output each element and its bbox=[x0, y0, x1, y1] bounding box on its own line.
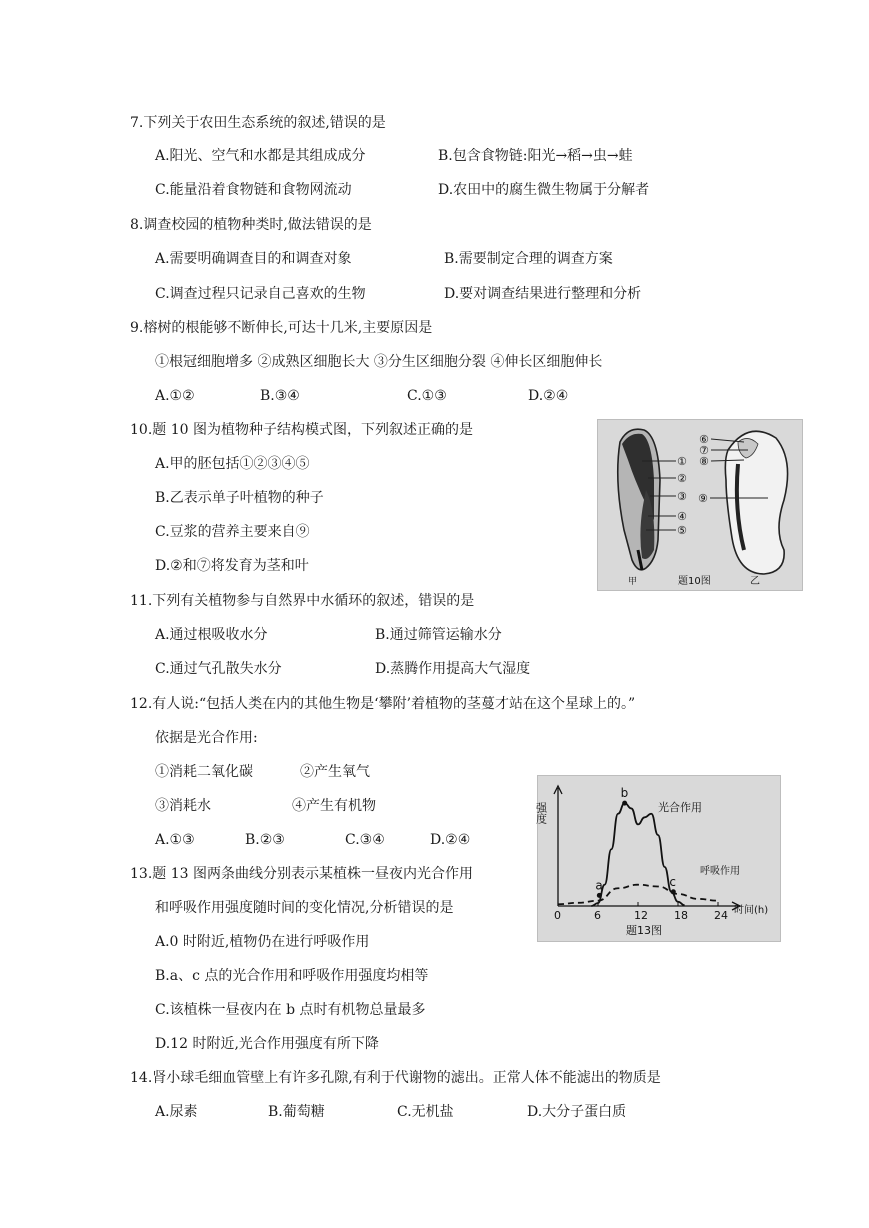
q12-item-2: ②产生氧气 bbox=[300, 764, 370, 780]
chart-point-label-b: b bbox=[620, 786, 629, 801]
chart-ylabel: 强度 bbox=[534, 802, 548, 824]
chart-caption: 题13图 bbox=[626, 924, 662, 937]
q14-stem: 14.肾小球毛细血管壁上有许多孔隙,有利于代谢物的滤出。正常人体不能滤出的物质是 bbox=[130, 1070, 661, 1086]
marker-5: ⑤ bbox=[677, 524, 687, 537]
x-tick-label-6: 6 bbox=[594, 909, 601, 922]
chart-xlabel: 时间(h) bbox=[734, 905, 769, 916]
x-tick-label-18: 18 bbox=[674, 909, 688, 922]
q10-option-a: A.甲的胚包括①②③④⑤ bbox=[155, 456, 310, 472]
q11-stem: 11.下列有关植物参与自然界中水循环的叙述，错误的是 bbox=[130, 593, 475, 609]
q9-option-c: C.①③ bbox=[407, 388, 447, 404]
marker-6: ⑥ bbox=[699, 433, 709, 446]
chart-point-label-a: a bbox=[595, 878, 603, 893]
q9-option-b: B.③④ bbox=[260, 388, 300, 404]
q9-items: ①根冠细胞增多 ②成熟区细胞长大 ③分生区细胞分裂 ④伸长区细胞伸长 bbox=[155, 354, 603, 370]
q8-stem: 8.调查校园的植物种类时,做法错误的是 bbox=[130, 217, 372, 233]
marker-2: ② bbox=[677, 472, 687, 485]
series-line-photosynthesis bbox=[591, 803, 684, 906]
chart-point-a bbox=[597, 893, 602, 898]
q14-option-c: C.无机盐 bbox=[397, 1104, 454, 1120]
q11-option-c: C.通过气孔散失水分 bbox=[155, 661, 282, 677]
q12-item-3: ③消耗水 bbox=[155, 798, 211, 814]
q12-option-c: C.③④ bbox=[345, 832, 385, 848]
q12-basis: 依据是光合作用: bbox=[155, 730, 258, 746]
marker-1: ① bbox=[677, 455, 687, 468]
chart-point-c bbox=[671, 889, 676, 894]
chart-point-label-c: c bbox=[669, 874, 676, 889]
label-yi: 乙 bbox=[750, 576, 760, 587]
q7-option-c: C.能量沿着食物链和食物网流动 bbox=[155, 182, 352, 198]
q12-option-a: A.①③ bbox=[155, 832, 195, 848]
q9-option-a: A.①② bbox=[155, 388, 195, 404]
q11-option-d: D.蒸腾作用提高大气湿度 bbox=[375, 661, 531, 677]
q14-option-b: B.葡萄糖 bbox=[268, 1104, 325, 1120]
q13-option-a: A.0 时附近,植物仍在进行呼吸作用 bbox=[155, 934, 370, 950]
x-tick-label-24: 24 bbox=[714, 909, 728, 922]
q13-stem-1: 13.题 13 图两条曲线分别表示某植株一昼夜内光合作用 bbox=[130, 866, 473, 882]
q13-option-b: B.a、c 点的光合作用和呼吸作用强度均相等 bbox=[155, 968, 429, 984]
marker-9: ⑨ bbox=[698, 492, 708, 505]
label-jia: 甲 bbox=[628, 577, 638, 587]
q7-option-b: B.包含食物链:阳光→稻→虫→蛙 bbox=[438, 148, 633, 164]
q8-option-c: C.调查过程只记录自己喜欢的生物 bbox=[155, 286, 366, 302]
q12-option-d: D.②④ bbox=[430, 832, 471, 848]
q9-stem: 9.榕树的根能够不断伸长,可达十几米,主要原因是 bbox=[130, 320, 433, 336]
q11-option-b: B.通过筛管运输水分 bbox=[375, 627, 502, 643]
q9-option-d: D.②④ bbox=[528, 388, 569, 404]
marker-4: ④ bbox=[677, 510, 687, 523]
q14-option-d: D.大分子蛋白质 bbox=[527, 1104, 627, 1120]
marker-7: ⑦ bbox=[699, 444, 709, 457]
q10-option-b: B.乙表示单子叶植物的种子 bbox=[155, 490, 324, 506]
marker-3: ③ bbox=[677, 490, 687, 503]
photosynthesis-respiration-chart bbox=[534, 775, 781, 942]
q12-stem: 12.有人说:“包括人类在内的其他生物是‘攀附’着植物的茎蔓才站在这个星球上的。” bbox=[130, 696, 636, 712]
q12-item-4: ④产生有机物 bbox=[292, 798, 376, 814]
q14-option-a: A.尿素 bbox=[155, 1104, 198, 1120]
q13-stem-2: 和呼吸作用强度随时间的变化情况,分析错误的是 bbox=[155, 900, 454, 916]
series-label-photosynthesis: 光合作用 bbox=[658, 801, 702, 814]
marker-8: ⑧ bbox=[699, 455, 709, 468]
series-label-respiration: 呼吸作用 bbox=[700, 866, 740, 877]
chart-point-b bbox=[622, 801, 627, 806]
q7-stem: 7.下列关于农田生态系统的叙述,错误的是 bbox=[130, 115, 386, 131]
q12-option-b: B.②③ bbox=[245, 832, 285, 848]
q10-option-c: C.豆浆的营养主要来自⑨ bbox=[155, 524, 310, 540]
q10-option-d: D.②和⑦将发育为茎和叶 bbox=[155, 558, 309, 574]
q8-option-b: B.需要制定合理的调查方案 bbox=[444, 251, 613, 267]
x-tick-label-12: 12 bbox=[634, 909, 648, 922]
q7-option-d: D.农田中的腐生微生物属于分解者 bbox=[438, 182, 650, 198]
q11-option-a: A.通过根吸收水分 bbox=[155, 627, 268, 643]
q12-item-1: ①消耗二氧化碳 bbox=[155, 764, 253, 780]
seed-structure-figure bbox=[597, 419, 803, 591]
fig10-caption: 题10图 bbox=[678, 576, 711, 587]
q8-option-d: D.要对调查结果进行整理和分析 bbox=[444, 286, 642, 302]
x-tick-label-0: 0 bbox=[554, 909, 561, 922]
q13-option-d: D.12 时附近,光合作用强度有所下降 bbox=[155, 1036, 379, 1052]
series-line-respiration bbox=[558, 885, 718, 905]
q8-option-a: A.需要明确调查目的和调查对象 bbox=[155, 251, 352, 267]
q13-option-c: C.该植株一昼夜内在 b 点时有机物总量最多 bbox=[155, 1002, 426, 1018]
q7-option-a: A.阳光、空气和水都是其组成成分 bbox=[155, 148, 366, 164]
q10-stem: 10.题 10 图为植物种子结构模式图，下列叙述正确的是 bbox=[130, 422, 473, 438]
